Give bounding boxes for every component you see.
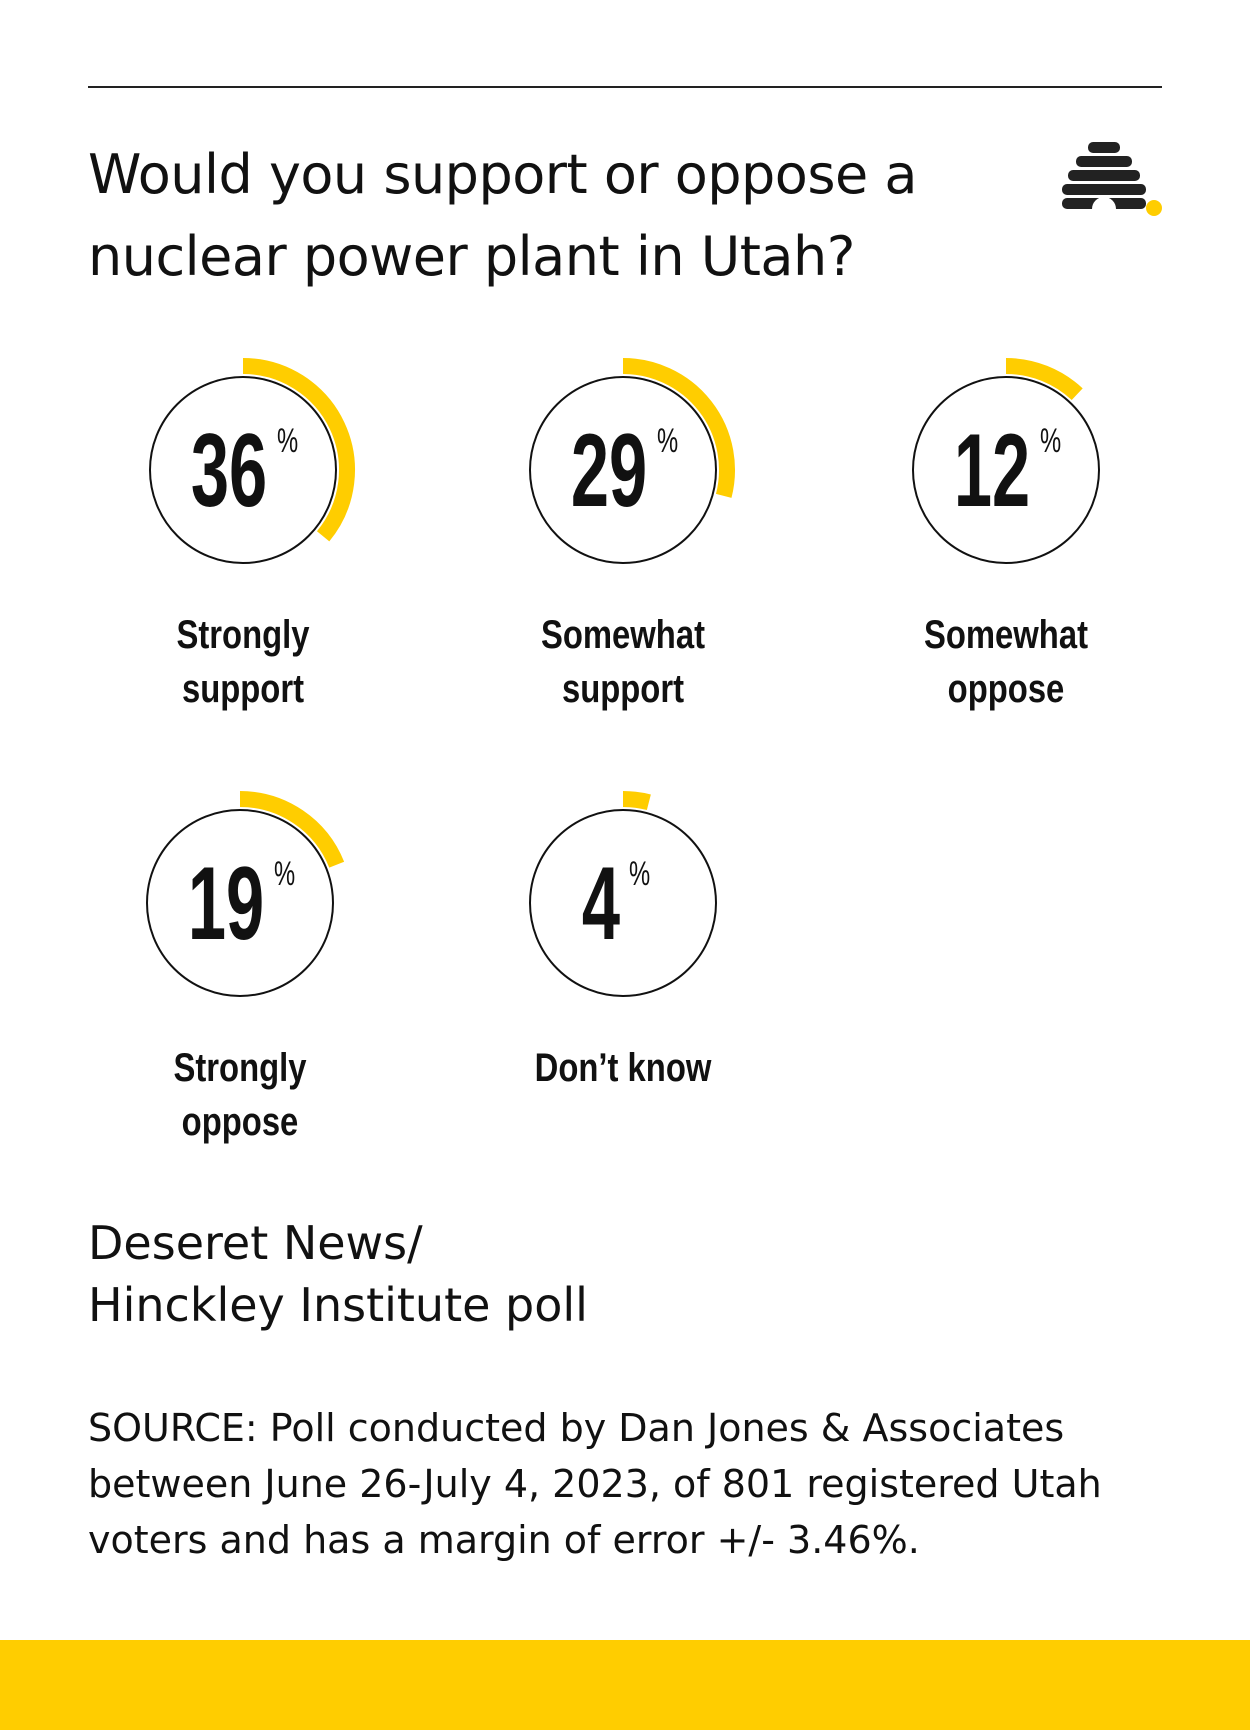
gauge-value: 36 <box>190 411 268 529</box>
gauge-label-line: oppose <box>947 667 1065 711</box>
gauge-2 <box>490 350 750 711</box>
gauge-percent-sign: % <box>1040 421 1062 461</box>
gauge-percent-sign: % <box>629 854 651 894</box>
bottom-accent-band <box>0 1640 1250 1730</box>
gauge-label <box>117 1041 363 1149</box>
gauge-value: 29 <box>570 411 648 529</box>
gauge-label-line: support <box>181 667 305 711</box>
gauge-svg <box>490 783 750 1013</box>
credit-line-2: Hinckley Institute poll <box>88 1278 588 1332</box>
gauge-percent-sign: % <box>274 854 296 894</box>
gauge-5 <box>490 783 750 1090</box>
source-note <box>88 1400 1178 1568</box>
chart-title <box>88 134 988 298</box>
gauge-label <box>883 608 1129 716</box>
gauge-4 <box>107 783 367 1144</box>
beehive-shape <box>1062 142 1146 209</box>
gauge-percent-sign: % <box>657 421 679 461</box>
logo-dot <box>1146 200 1162 216</box>
gauge-svg <box>873 350 1133 580</box>
beehive-bar <box>1062 184 1146 195</box>
source-line-3: voters and has a margin of error +/- 3.46%. <box>88 1518 920 1562</box>
gauge-value: 4 <box>581 844 621 962</box>
beehive-bar <box>1088 142 1120 153</box>
gauge-label-line: Strongly <box>176 613 310 657</box>
gauge-label-line: Don’t know <box>534 1046 712 1090</box>
gauge-arc <box>1006 366 1077 394</box>
gauge-arc <box>623 799 649 802</box>
gauge-percent-sign: % <box>277 421 299 461</box>
source-line-1: SOURCE: Poll conducted by Dan Jones & Associates <box>88 1406 1065 1450</box>
beehive-icon <box>1058 142 1164 222</box>
top-rule <box>88 86 1162 88</box>
beehive-bar <box>1076 156 1132 167</box>
gauge-svg <box>110 350 370 580</box>
gauge-label-line: Strongly <box>173 1046 307 1090</box>
gauge-svg <box>107 783 367 1013</box>
gauge-label <box>120 608 366 716</box>
gauge-value: 12 <box>953 411 1031 529</box>
gauge-label <box>500 608 746 716</box>
credit-line-1: Deseret News/ <box>88 1216 423 1270</box>
gauge-label-line: Somewhat <box>540 613 706 657</box>
gauge-svg <box>490 350 750 580</box>
beehive-bar <box>1068 170 1140 181</box>
gauge-label-line: Somewhat <box>923 613 1089 657</box>
gauge-circle <box>530 810 716 996</box>
gauge-label-line: support <box>561 667 685 711</box>
gauge-3 <box>873 350 1133 711</box>
gauge-label-line: oppose <box>181 1100 299 1144</box>
credit-block <box>88 1212 788 1336</box>
gauge-1 <box>110 350 370 711</box>
source-line-2: between June 26-July 4, 2023, of 801 registered Utah <box>88 1462 1102 1506</box>
gauge-value: 19 <box>187 844 265 962</box>
gauge-label <box>500 1041 746 1095</box>
chart-title-text: Would you support or oppose a nuclear power plant in Utah? <box>88 143 917 288</box>
